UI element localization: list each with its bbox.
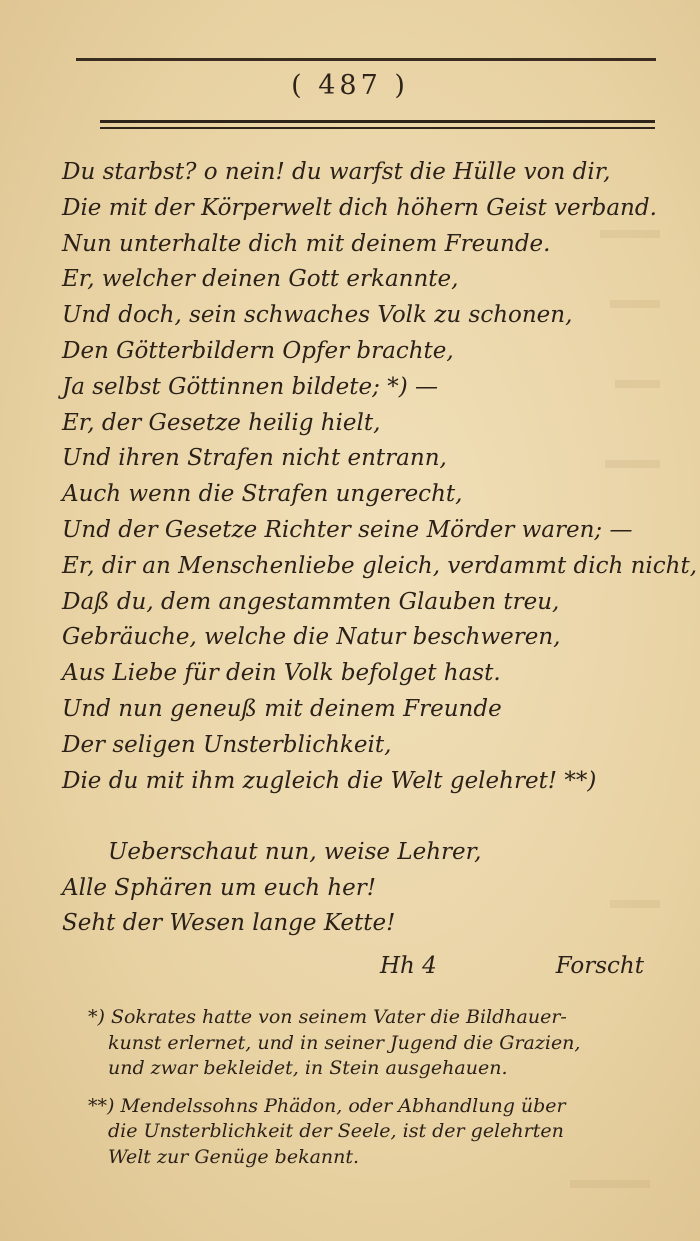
footnote-line: *) Sokrates hatte von seinem Vater die Bildhauer-: [88, 1006, 567, 1028]
footnote-line: kunst erlernet, und in seiner Jugend die Grazien,: [108, 1031, 581, 1054]
poem-line: Nun unterhalte dich mit deinem Freunde.: [62, 230, 551, 257]
page-number: ( 487 ): [291, 70, 409, 101]
poem-line: Auch wenn die Strafen ungerecht,: [62, 481, 463, 508]
poem-line: Die mit der Körperwelt dich höhern Geist verband.: [62, 194, 657, 221]
poem-line: Aus Liebe für dein Volk befolget hast.: [62, 660, 501, 687]
poem-line: Und ihren Strafen nicht entrann,: [62, 445, 447, 472]
poem-line: Die du mit ihm zugleich die Welt gelehret! **): [62, 767, 597, 794]
poem-line: Du starbst? o nein! du warfst die Hülle von dir,: [62, 159, 611, 185]
catchword: Forscht: [555, 953, 644, 979]
poem-line: Und nun geneuß mit deinem Freunde: [62, 695, 502, 722]
poem-line: Und doch, sein schwaches Volk zu schonen,: [62, 302, 573, 329]
header-rule-thin: [100, 127, 655, 129]
poem-line: Er, der Gesetze heilig hielt,: [62, 409, 381, 436]
poem-line: Ja selbst Göttinnen bildete; *) —: [62, 373, 438, 400]
poem-line: Alle Sphären um euch her!: [62, 874, 377, 901]
poem-line: Und der Gesetze Richter seine Mörder waren; —: [62, 516, 633, 543]
top-rule: [76, 58, 656, 61]
poem-line: Gebräuche, welche die Natur beschweren,: [62, 624, 561, 651]
poem-line: Den Götterbildern Opfer brachte,: [62, 337, 454, 364]
footnote-line: Welt zur Genüge bekannt.: [108, 1145, 360, 1168]
footnote-line: **) Mendelssohns Phädon, oder Abhandlung über: [88, 1094, 566, 1117]
footnote: [88, 1094, 658, 1171]
poem-stanza-2: [62, 835, 662, 942]
poem-line: Er, welcher deinen Gott erkannte,: [62, 266, 459, 293]
poem-line: Seht der Wesen lange Kette!: [62, 910, 396, 936]
footnote: [88, 1005, 658, 1082]
header-rule: [100, 120, 655, 123]
poem-line: Der seligen Unsterblichkeit,: [62, 731, 392, 758]
signature-mark: Hh 4: [380, 953, 437, 979]
poem-line: Ueberschaut nun, weise Lehrer,: [108, 839, 482, 865]
poem-stanza-1: [62, 155, 698, 799]
poem-line: Daß du, dem angestammten Glauben treu,: [62, 588, 560, 615]
footnotes: [88, 1005, 658, 1182]
footnote-line: die Unsterblichkeit der Seele, ist der gelehrten: [108, 1120, 564, 1142]
poem-line: Er, dir an Menschenliebe gleich, verdammt dich nicht,: [62, 552, 698, 579]
footnote-line: und zwar bekleidet, in Stein ausgehauen.: [108, 1057, 508, 1079]
